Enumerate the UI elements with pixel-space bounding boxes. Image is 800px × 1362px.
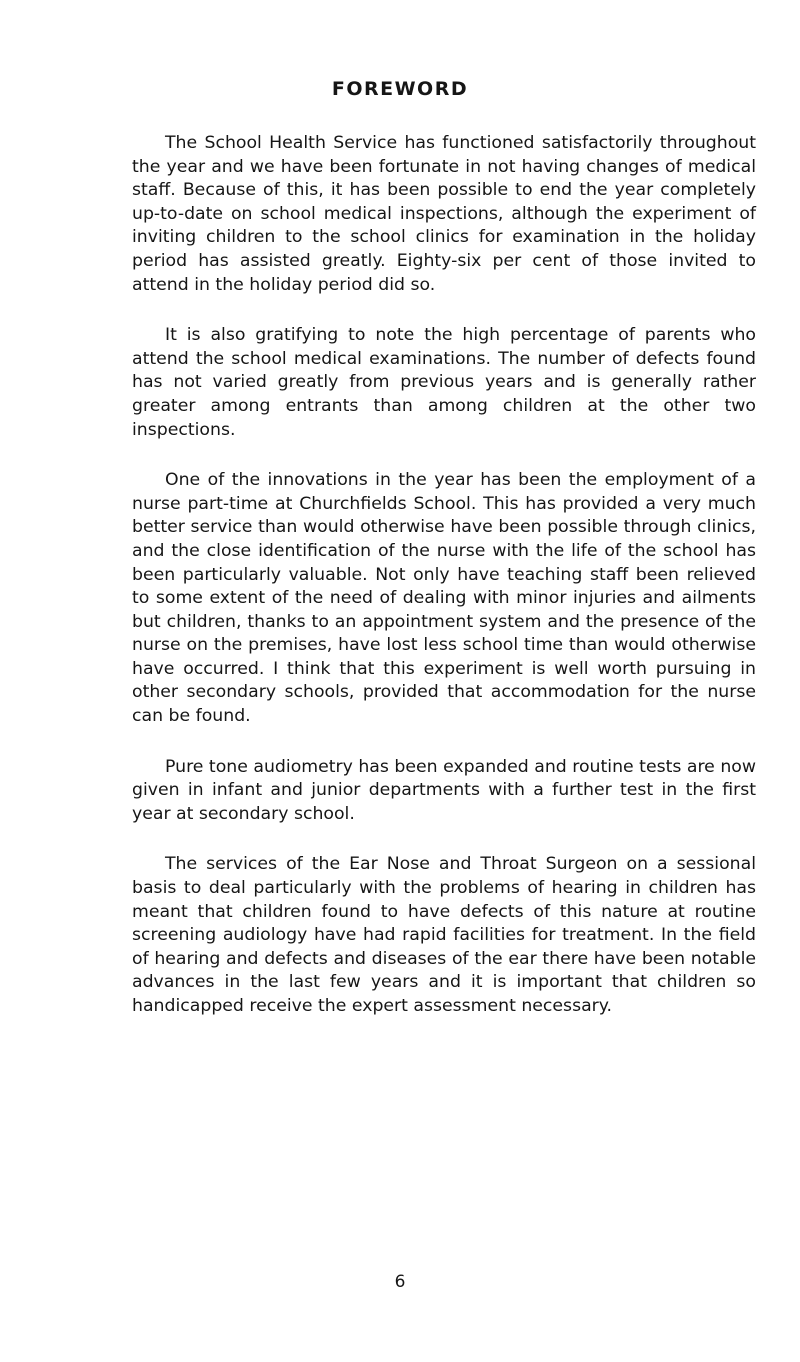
page-number: 6	[394, 1272, 406, 1292]
page-title: FOREWORD	[331, 78, 469, 100]
paragraph-ent-surgeon: The services of the Ear Nose and Throat Surgeon on a sessional basis to deal particularly with the problems of hearing in children has meant that children found to have defects of this nature at routine screening audiology have had rapid facilities for treatment. In the field of hearing and defects and diseases of the ear there have been notable advances in the last few years and it is important that children so handicapped receive the expert assessment necessary.	[132, 854, 756, 1016]
paragraph-parents-attendance: It is also gratifying to note the high percentage of parents who attend the school medical examinations. The number of defects found has not varied greatly from previous years and is generally rather greater among entrants than among children at the other two inspections.	[132, 325, 756, 440]
paragraph-school-nurse: One of the innovations in the year has been the employment of a nurse part-time at Churchfields School. This has provided a very much better service than would otherwise have been possible through clinics, and the close identification of the nurse with the life of the school has been particularly valuable. Not only have teaching staff been relieved to some extent of the need of dealing with minor injuries and ailments but children, thanks to an appointment system and the presence of the nurse on the premises, have lost less school time than would otherwise have occurred. I think that this experiment is well worth pursuing in other secondary schools, provided that accommodation for the nurse can be found.	[132, 470, 756, 727]
paragraph-audiometry: Pure tone audiometry has been expanded and routine tests are now given in infant and junior departments with a further test in the first year at secondary school.	[132, 756, 756, 824]
paragraph-staffing: The School Health Service has functioned satisfactorily throughout the year and we have been fortunate in not having changes of medical staff. Because of this, it has been possible to end the year completely up-to-date on school medical inspections, although the experiment of inviting children to the school clinics for examination in the holiday period has assisted greatly. Eighty-six per cent of those invited to attend in the holiday period did so.	[132, 133, 756, 295]
foreword-body	[132, 132, 756, 1046]
